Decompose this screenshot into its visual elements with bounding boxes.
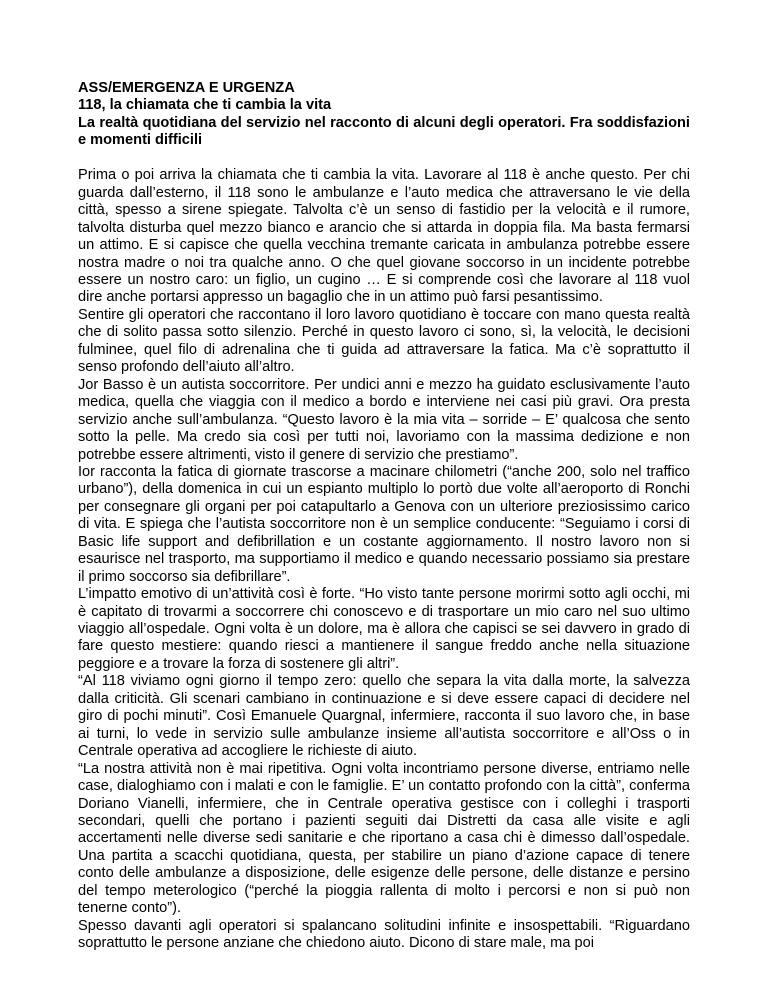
section-label: ASS/EMERGENZA E URGENZA [78,80,295,96]
article-subtitle: La realtà quotidiana del servizio nel racconto di alcuni degli operatori. Fra soddisfazioni e momenti difficili [78,114,690,149]
paragraph: “Al 118 viviamo ogni giorno il tempo zero: quello che separa la vita dalla morte, la salvezza dalla criticità. Gli scenari cambiano in continuazione e si deve essere capaci di decidere nel giro di pochi minuti”. Così Emanuele Quargnal, infermiere, racconta il suo lavoro che, in base ai turni, lo vede in servizio sulle ambulanze insieme all’autista soccorritore e all’Oss o in Centrale operativa ad accogliere le richieste di aiuto. [78,673,690,760]
paragraph: Ior racconta la fatica di giornate trascorse a macinare chilometri (“anche 200, solo nel traffico urbano”), della domenica in cui un espianto multiplo lo portò due volte all’aeroporto di Ronchi per consegnare gli organi per poi catapultarlo a Genova con un ulteriore preziosissimo carico di vita. E spiega che l’autista soccorritore non è un semplice conducente: “Seguiamo i corsi di Basic life support and defibrillation e un costante aggiornamento. Il nostro lavoro non si esaurisce nel trasporto, ma supportiamo il medico e quando necessario possiamo sia prestare il primo soccorso sia defibrillare”. [78,463,690,585]
document-page [78,80,690,953]
paragraph: Prima o poi arriva la chiamata che ti cambia la vita. Lavorare al 118 è anche questo. Per chi guarda dall’esterno, il 118 sono le ambulanze e l’auto medica che attraversano le vie della città, spesso a sirene spiegate. Talvolta c’è un senso di fastidio per la velocità e il rumore, talvolta disturba quel mezzo bianco e arancio che si attarda in doppia fila. Ma basta fermarsi un attimo. E si capisce che quella vecchina tremante caricata in ambulanza potrebbe essere nostra madre o noi tra qualche anno. O che quel giovane soccorso in un incidente potrebbe essere un nostro caro: un figlio, un cugino … E si comprende così che lavorare al 118 vuol dire anche portarsi appresso un bagaglio che in un attimo può farsi pesantissimo. [78,167,690,306]
paragraph: Jor Basso è un autista soccorritore. Per undici anni e mezzo ha guidato esclusivamente l’auto medica, quella che viaggia con il medico a bordo e interviene nei casi più gravi. Ora presta servizio anche sull’ambulanza. “Questo lavoro è la mia vita – sorride – E’ qualcosa che sento sotto la pelle. Ma credo sia così per tutti noi, lavoriamo con la massima dedizione e non potrebbe essere altrimenti, visto il genere di servizio che prestiamo”. [78,376,690,463]
article-title: 118, la chiamata che ti cambia la vita [78,97,332,114]
paragraph: L’impatto emotivo di un’attività così è forte. “Ho visto tante persone morirmi sotto agli occhi, mi è capitato di trovarmi a soccorrere chi conoscevo e di trasportare un mio caro nel suo ultimo viaggio all’ospedale. Ogni volta è un dolore, ma è allora che capisci se sei davvero in grado di fare questo mestiere: quando riesci a mantienere il sangue freddo anche nella situazione peggiore e a trovare la forza di sostenere gli altri”. [78,586,690,672]
paragraph: “La nostra attività non è mai ripetitiva. Ogni volta incontriamo persone diverse, entriamo nelle case, dialoghiamo con i malati e con le famiglie. E’ un contatto profondo con la città”, conferma Doriano Vianelli, infermiere, che in Centrale operativa gestisce con i colleghi i trasporti secondari, quelli che portano i pazienti seguiti dai Distretti da casa alle visite e agli accertamenti nelle diverse sedi sanitarie e che riportano a casa chi è dimesso dall’ospedale. Una partita a scacchi quotidiana, questa, per stabilire un piano d’azione capace di tenere conto delle ambulanze a disposizione, delle esigenze delle persone, delle distanze e persino del tempo meterologico (“perché la pioggia rallenta di molto i percorsi e non si può non tenerne conto”). [78,760,690,917]
paragraph: Spesso davanti agli operatori si spalancano solitudini infinite e insospettabili. “Riguardano soprattutto le persone anziane che chiedono aiuto. Dicono di stare male, ma poi [78,917,690,952]
blank-line [78,150,690,167]
paragraph: Sentire gli operatori che raccontano il loro lavoro quotidiano è toccare con mano questa realtà che di solito passa sotto silenzio. Perché in questo lavoro ci sono, sì, la velocità, le decisioni fulminee, quel filo di adrenalina che ti guida ad attraversare la fatica. Ma c’è soprattutto il senso profondo dell’aiuto all’altro. [78,306,690,376]
